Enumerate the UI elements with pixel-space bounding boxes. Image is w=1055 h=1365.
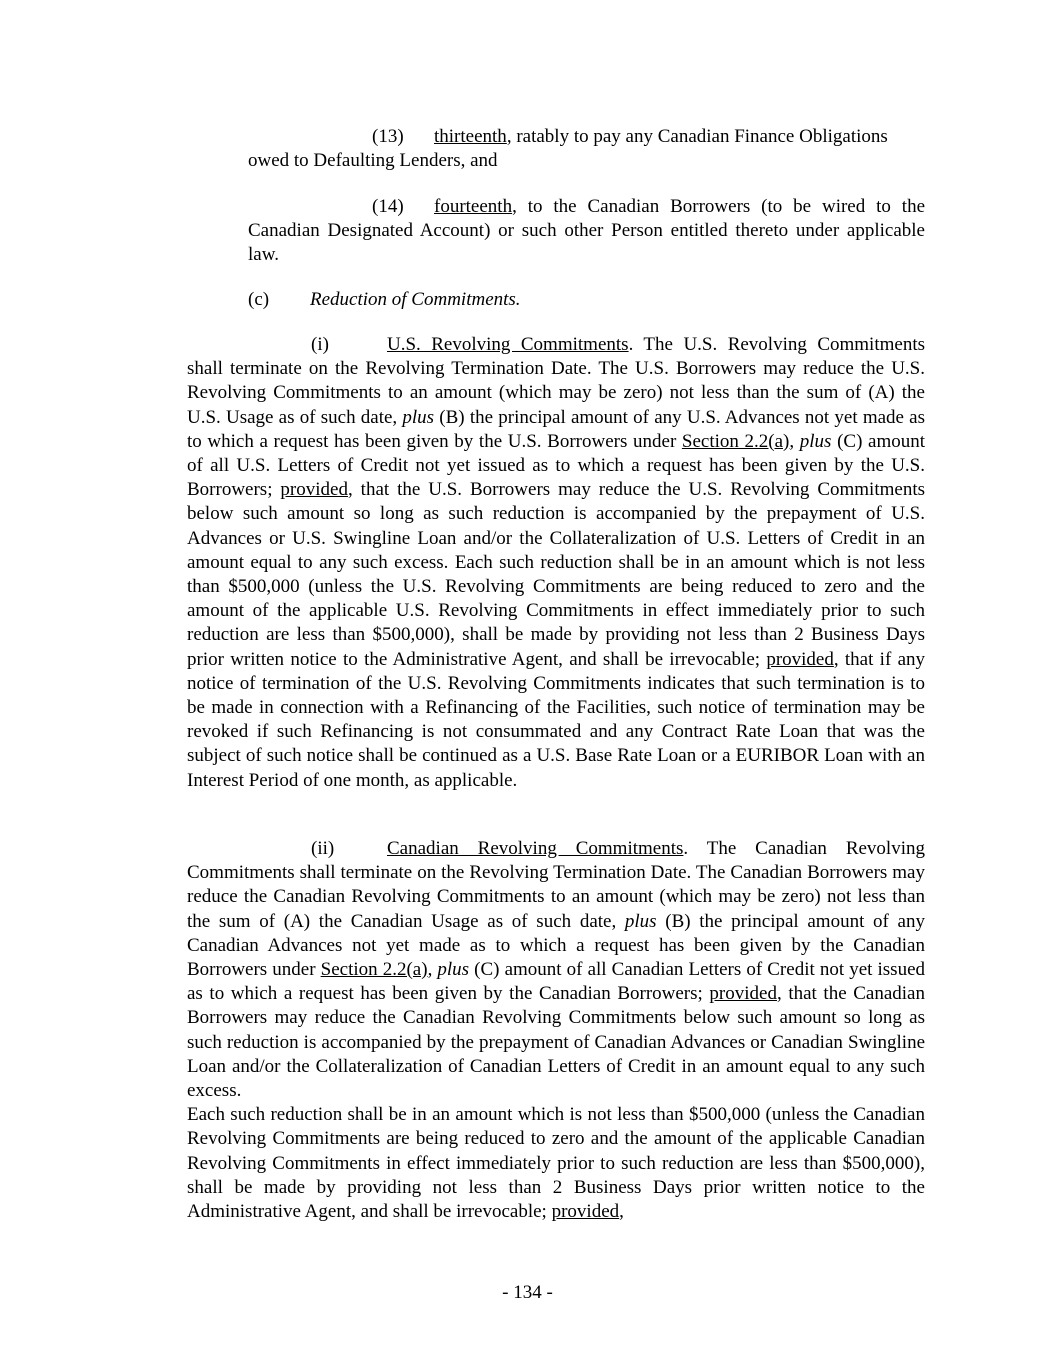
paragraph-i-provided-2: provided: [766, 648, 834, 670]
clause-13-number: (13): [372, 126, 404, 147]
section-c-heading: [248, 288, 925, 312]
paragraph-i: [187, 333, 925, 793]
paragraph-i-text-3: ,: [789, 430, 800, 452]
paragraph-ii-heading: Canadian Revolving Commitments: [387, 838, 684, 859]
section-c-number: (c): [248, 289, 270, 310]
paragraph-ii-text-3: ,: [427, 959, 438, 981]
paragraph-i-section-ref: Section 2.2(a): [681, 430, 790, 452]
paragraph-ii-provided-1: provided: [709, 983, 777, 1005]
paragraph-i-text-6: , that if any notice of termination of the U.S. Revolving Commitments indicates that such termination is to be made in connection with a Refinancing of the Facilities, such notice of termination may be revoked if such Refinancing is not consummated and any Contract Rate Loan that was the subject of such notice shall be continued as a U.S. Base Rate Loan or a EURIBOR Loan with an Interest Period of one month, as applicable.: [187, 648, 926, 791]
paragraph-i-plus-1: plus: [402, 406, 435, 428]
paragraph-ii: [187, 837, 925, 1224]
paragraph-i-text-1: . The U.S. Revolving Commitments shall terminate on the Revolving Termination Date. The U.S. Borrowers may reduce the U.S. Revolving Commitments to an amount (which may be zero) not less than the sum of (A) the U.S. Usage as of such date,: [187, 334, 925, 428]
clause-13-text-1: , ratably to pay any Canadian Finance Obligations: [506, 126, 888, 147]
section-c-title: Reduction of Commitments.: [310, 289, 521, 310]
clause-13-keyword: thirteenth: [434, 126, 507, 147]
paragraph-i-text-4: (C) amount of all U.S. Letters of Credit not yet issued as to which a request has been given by the U.S. Borrowers;: [187, 430, 926, 501]
paragraph-ii-text-2: (B) the principal amount of any Canadian Advances not yet made as to which a request has been given by the Canadian Borrowers under: [187, 910, 925, 981]
page-number: - 134 -: [502, 1282, 553, 1303]
paragraph-i-plus-2: plus: [799, 430, 832, 452]
clause-14-text-3: applicable law.: [248, 220, 925, 266]
clause-13-text-2: owed to Defaulting Lenders, and: [248, 150, 498, 172]
clause-14-text-1: , to the Canadian Borrowers (to be wired to the: [512, 196, 925, 217]
clause-14-keyword: fourteenth: [434, 196, 513, 217]
clause-14-number: (14): [372, 196, 404, 217]
paragraph-ii-text-6: Each such reduction shall be in an amount which is not less than $500,000 (unless the Canadian Revolving Commitments are being reduced to zero and the amount of the applicable Canadian Revolving Commitments in effect immediately prior to such reduction are less than $500,000), shall be made by providing not less than 2 Business Days prior written notice to the Administrative Agent, and shall be irrevocable;: [187, 1104, 925, 1223]
paragraph-ii-text-7: ,: [619, 1201, 624, 1223]
paragraph-ii-plus-1: plus: [624, 910, 657, 932]
paragraph-i-text-5: , that the U.S. Borrowers may reduce the U.S. Revolving Commitments below such amount so long as such reduction is accompanied by the prepayment of U.S. Advances or U.S. Swingline Loan and/or the Collateralization of U.S. Letters of Credit in an amount equal to any such excess. Each such reduction shall be in an amount which is not less than $500,000 (unless the U.S. Revolving Commitments are being reduced to zero and the amount of the applicable U.S. Revolving Commitments in effect immediately prior to such reduction are less than $500,000), shall be made by providing not less than 2 Business Days prior written notice to the Administrative Agent, and shall be irrevocable;: [187, 479, 925, 670]
paragraph-ii-text-4: (C) amount of all Canadian Letters of Credit not yet issued as to which a request has been given by the Canadian Borrowers;: [187, 959, 926, 1005]
paragraph-ii-plus-2: plus: [437, 959, 470, 981]
clause-14: [248, 195, 925, 268]
paragraph-i-heading: U.S. Revolving Commitments: [387, 334, 629, 355]
paragraph-i-provided-1: provided: [280, 479, 348, 501]
paragraph-i-number: (i): [311, 334, 329, 355]
paragraph-ii-text-5: , that the Canadian Borrowers may reduce the Canadian Revolving Commitments below such amount so long as such reduction is accompanied by the prepayment of Canadian Advances or Canadian Swingline Loan and/or the Collateralization of Canadian Letters of Credit in an amount equal to any such excess.: [187, 983, 925, 1102]
clause-14-text-2: Canadian Designated Account) or such other Person entitled thereto under: [248, 220, 840, 242]
clause-13: [248, 125, 925, 173]
paragraph-ii-provided-2: provided: [551, 1201, 620, 1223]
paragraph-i-text-2: (B) the principal amount of any U.S. Advances not yet made as to which a request has been given by the U.S. Borrowers under: [187, 406, 925, 452]
paragraph-ii-text-1: . The Canadian Revolving Commitments shall terminate on the Revolving Termination Date. The Canadian Borrowers may reduce the Canadian Revolving Commitments to an amount (which may be zero) not less than the sum of (A) the Canadian Usage as of such date,: [187, 838, 925, 932]
paragraph-ii-section-ref: Section 2.2(a): [320, 959, 428, 981]
paragraph-ii-number: (ii): [311, 838, 335, 859]
